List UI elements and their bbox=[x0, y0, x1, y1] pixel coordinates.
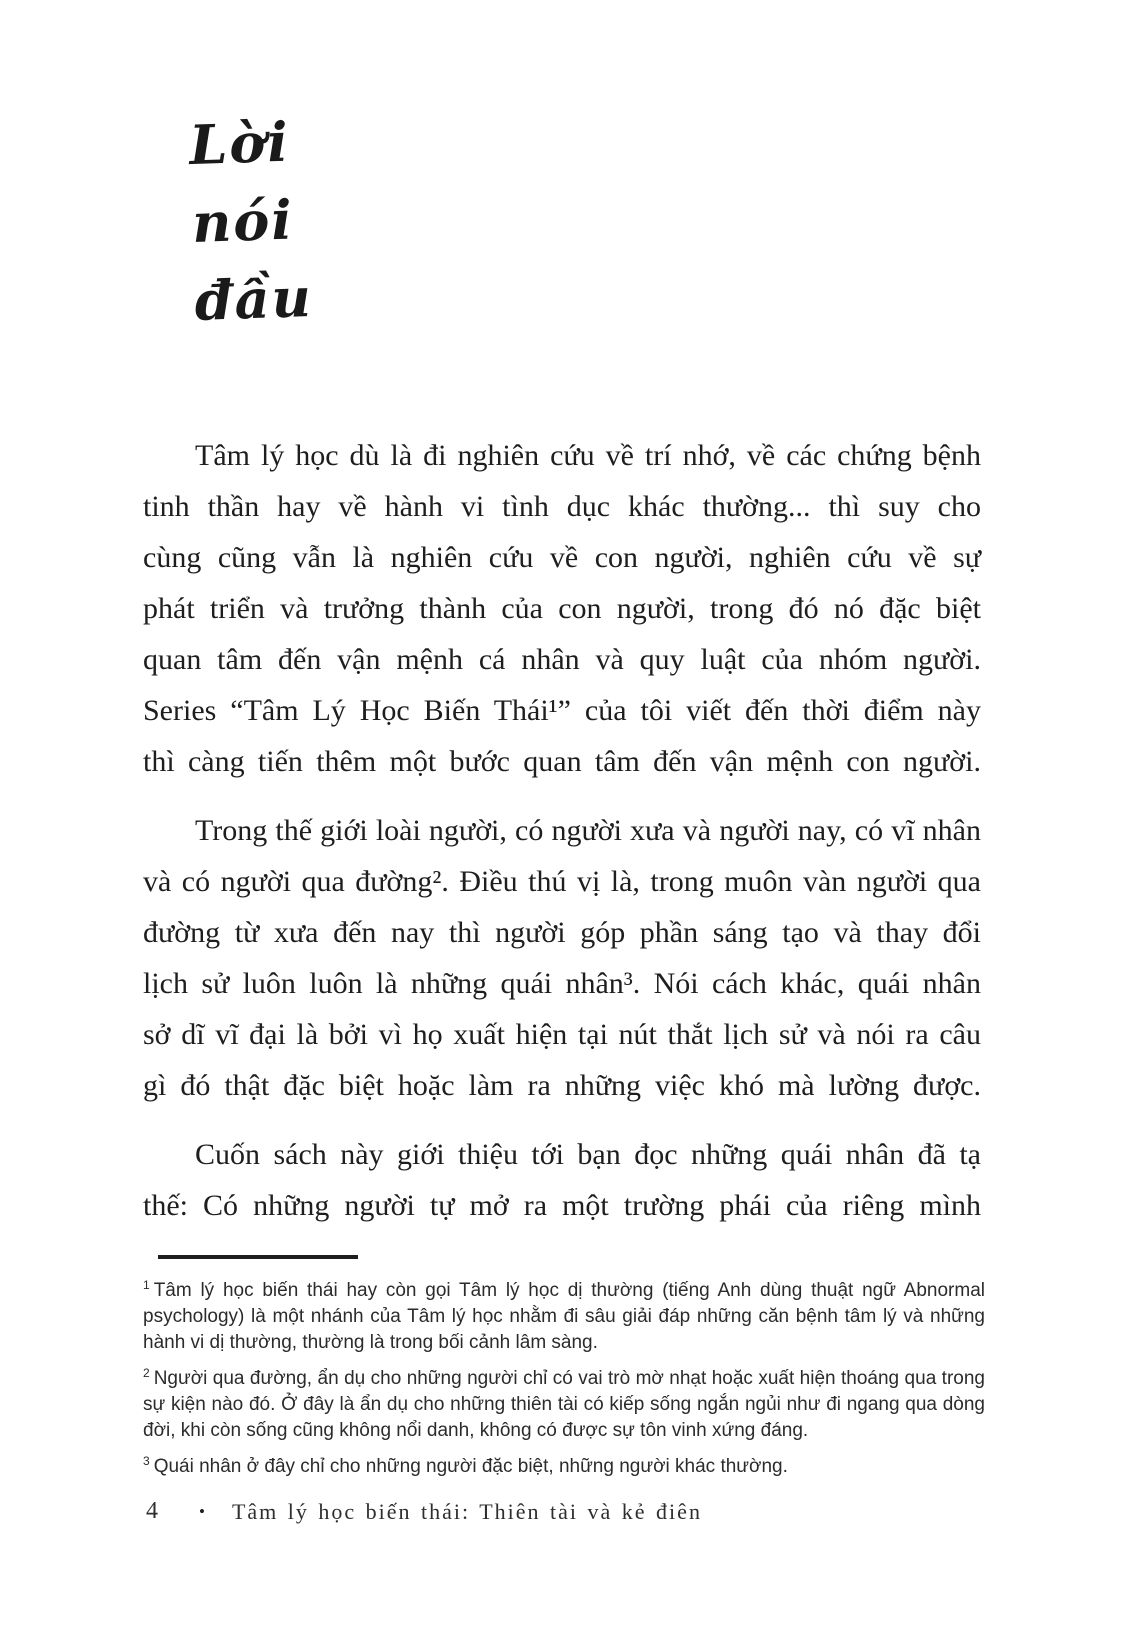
paragraph bbox=[143, 430, 981, 787]
body-line: thế: Có những người tự mở ra một trường phái của riêng mình bbox=[143, 1189, 981, 1222]
page-number: 4 bbox=[146, 1498, 159, 1524]
body-line: Tâm lý học dù là đi nghiên cứu về trí nhớ, về các chứng bệnh bbox=[195, 439, 981, 472]
body-line: gì đó thật đặc biệt hoặc làm ra những việc khó mà lường được. bbox=[143, 1069, 981, 1102]
title-word: nói bbox=[190, 187, 295, 256]
footnote bbox=[143, 1272, 985, 1356]
bullet-icon: • bbox=[199, 1501, 205, 1521]
body-line: quan tâm đến vận mệnh cá nhân và quy luật của nhóm người. bbox=[143, 643, 981, 676]
footnotes bbox=[143, 1272, 985, 1484]
footnote-text: Người qua đường, ẩn dụ cho những người chỉ có vai trò mờ nhạt hoặc xuất hiện thoáng qua trong sự kiện nào đó. Ở đây là ẩn dụ cho những thiên tài có kiếp sống ngắn ngủi như đi ngang qua dòng đời, khi còn sống cũng không nổi danh, không có được sự tôn vinh xứng đáng. bbox=[143, 1368, 985, 1441]
chapter-title bbox=[188, 102, 314, 340]
title-word: Lời bbox=[188, 109, 291, 178]
footnote-separator-rule bbox=[158, 1255, 358, 1259]
body-line: Trong thế giới loài người, có người xưa và người nay, có vĩ nhân bbox=[195, 814, 981, 847]
body-line: phát triển và trưởng thành của con người, trong đó nó đặc biệt bbox=[143, 592, 981, 625]
body-line: Cuốn sách này giới thiệu tới bạn đọc những quái nhân đã tạ bbox=[195, 1138, 981, 1171]
body-text bbox=[143, 430, 981, 1231]
footnote-marker: 2 bbox=[143, 1366, 150, 1380]
title-word: đầu bbox=[193, 264, 314, 333]
footnote-marker: 3 bbox=[143, 1454, 150, 1468]
body-line: đường từ xưa đến nay thì người góp phần sáng tạo và thay đổi bbox=[143, 916, 981, 949]
body-line: sở dĩ vĩ đại là bởi vì họ xuất hiện tại nút thắt lịch sử và nói ra câu bbox=[143, 1018, 981, 1051]
page-footer bbox=[146, 1498, 702, 1525]
paragraph bbox=[143, 805, 981, 1111]
footnote bbox=[143, 1360, 985, 1444]
footnote-text: Tâm lý học biến thái hay còn gọi Tâm lý học dị thường (tiếng Anh dùng thuật ngữ Abnormal psychology) là một nhánh của Tâm lý học nhằm đi sâu giải đáp những căn bệnh tâm lý và những hành vi dị thường, thường là trong bối cảnh lâm sàng. bbox=[143, 1280, 985, 1353]
paragraph bbox=[143, 1129, 981, 1231]
body-line: tinh thần hay về hành vi tình dục khác thường... thì suy cho bbox=[143, 490, 981, 523]
body-line: thì càng tiến thêm một bước quan tâm đến vận mệnh con người. bbox=[143, 745, 981, 778]
body-line: cùng cũng vẫn là nghiên cứu về con người, nghiên cứu về sự bbox=[143, 541, 981, 574]
body-line: lịch sử luôn luôn là những quái nhân³. Nói cách khác, quái nhân bbox=[143, 967, 981, 1000]
body-line: và có người qua đường². Điều thú vị là, trong muôn vàn người qua bbox=[143, 865, 981, 898]
footnote-text: Quái nhân ở đây chỉ cho những người đặc biệt, những người khác thường. bbox=[153, 1456, 788, 1477]
body-line: Series “Tâm Lý Học Biến Thái¹” của tôi viết đến thời điểm này bbox=[143, 694, 981, 727]
footnote bbox=[143, 1448, 985, 1480]
footnote-marker: 1 bbox=[143, 1278, 150, 1292]
running-title: Tâm lý học biến thái: Thiên tài và kẻ điên bbox=[231, 1498, 702, 1524]
